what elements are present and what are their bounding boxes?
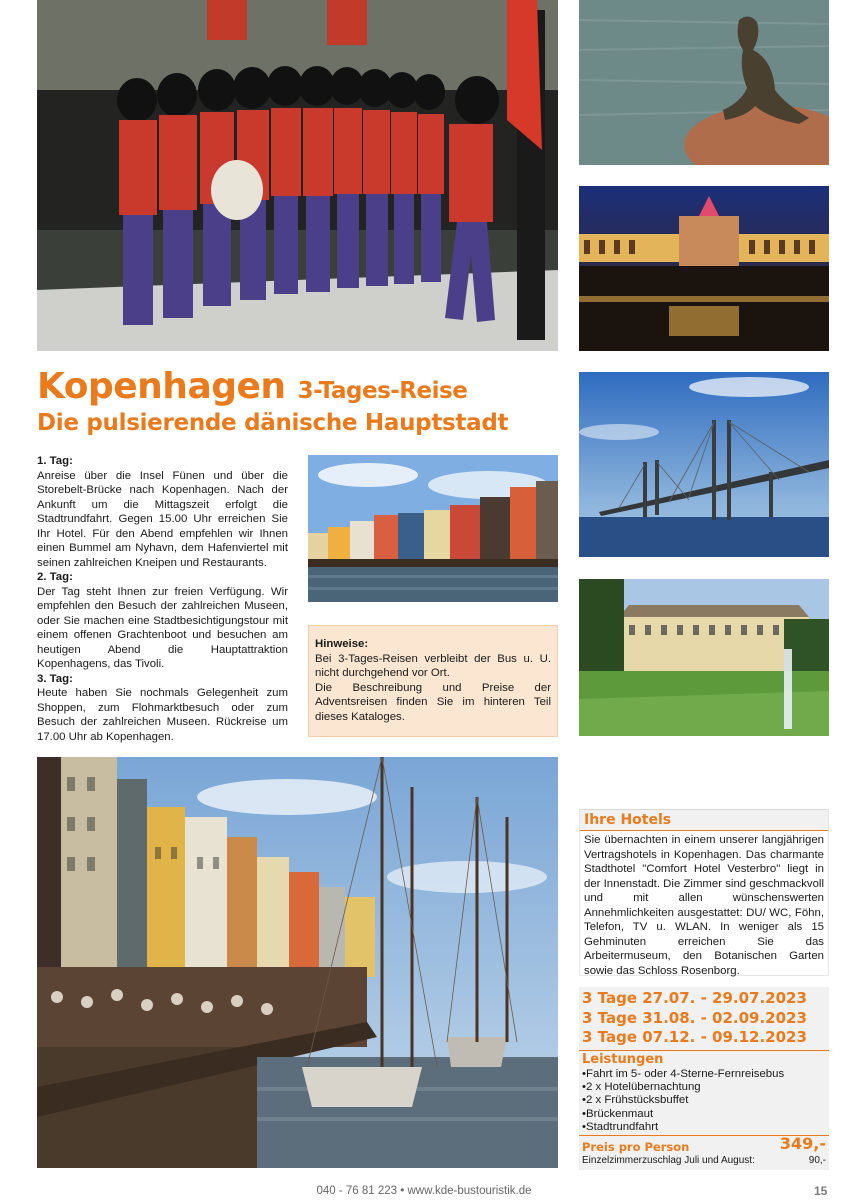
hints-box bbox=[308, 625, 558, 737]
price-row bbox=[579, 1135, 829, 1155]
title-trip-length: 3-Tages-Reise bbox=[297, 378, 468, 404]
service-item: • Stadtrundfahrt bbox=[582, 1121, 829, 1134]
day-3-text: Heute haben Sie nochmals Gelegenheit zum Shoppen, zum Flohmarktbesuch oder zum Besuch der zahlreichen Museen. Rückreise um 17.00 Uhr ab Kopenhagen. bbox=[37, 687, 288, 743]
page-subtitle: Die pulsierende dänische Hauptstadt bbox=[37, 410, 509, 436]
photo-oresund-bridge bbox=[579, 372, 829, 557]
day-1-heading: 1. Tag: bbox=[37, 455, 73, 467]
service-item: • 2 x Hotelübernachtung bbox=[582, 1081, 829, 1094]
day-2-heading: 2. Tag: bbox=[37, 571, 73, 583]
photo-nyhavn-canal bbox=[37, 757, 558, 1168]
photo-frederiksberg-palace bbox=[579, 579, 829, 736]
title-block bbox=[37, 366, 567, 436]
hints-heading: Hinweise: bbox=[315, 638, 369, 650]
hint-line-1: Bei 3-Tages-Reisen verbleibt der Bus u. U. nicht durchgehend vor Ort. bbox=[315, 652, 551, 679]
price-value: 349,- bbox=[779, 1134, 826, 1153]
photo-tivoli-night bbox=[579, 186, 829, 351]
title-city: Kopenhagen bbox=[37, 366, 286, 407]
itinerary bbox=[37, 454, 288, 744]
service-item: • Brückenmaut bbox=[582, 1108, 829, 1121]
offer-box bbox=[579, 987, 829, 1170]
travel-date-2: 3 Tage 31.08. - 02.09.2023 bbox=[582, 1008, 807, 1027]
surcharge-row bbox=[579, 1155, 829, 1166]
hotels-box bbox=[579, 809, 829, 976]
services-list bbox=[579, 1068, 829, 1135]
hotels-heading: Ihre Hotels bbox=[580, 810, 828, 831]
hint-line-2: Die Beschreibung und Preise der Adventsreisen finden Sie im hinteren Teil dieses Kataloges. bbox=[315, 681, 551, 723]
service-item: • Fahrt im 5- oder 4-Sterne-Fernreisebus bbox=[582, 1068, 829, 1081]
footer-contact: 040 - 76 81 223 • www.kde-bustouristik.de bbox=[316, 1185, 532, 1197]
price-label: Preis pro Person bbox=[582, 1140, 690, 1154]
page-number: 15 bbox=[814, 1184, 828, 1198]
services-heading: Leistungen bbox=[579, 1050, 829, 1068]
travel-dates bbox=[579, 987, 829, 1048]
photo-little-mermaid bbox=[579, 0, 829, 165]
page-title bbox=[37, 366, 567, 407]
day-1-text: Anreise über die Insel Fünen und über die Storebelt-Brücke nach Kopenhagen. Nach der Ankunft um die Mittagszeit erfolgt die Stadtrundfahrt. Gegen 15.00 Uhr erreichen Sie Ihr Hotel. Für den Abend empfehlen wir Ihnen einen Bummel am Nyhavn, dem Hafenviertel mit seinen zahlreichen Kneipen und Restaurants. bbox=[37, 469, 288, 569]
travel-date-3: 3 Tage 07.12. - 09.12.2023 bbox=[582, 1028, 807, 1046]
hotels-text: Sie übernachten in einem unserer langjährigen Vertragshotels in Kopenhagen. Das charmante Stadthotel "Comfort Hotel Vesterbro" liegt in der Innenstadt. Die Zimmer sind geschmackvoll und mit allen wünschenswerten Annehmlichkeiten ausgestattet: DU/ WC, Föhn, Telefon, TV u. WLAN. In weniger als 15 Gehminuten erreichen Sie das Arbeitermuseum, den Botanischen Garten sowie das Schloss Rosenborg. bbox=[584, 834, 824, 977]
day-3-heading: 3. Tag: bbox=[37, 672, 73, 685]
surcharge-value: 90,- bbox=[808, 1155, 826, 1166]
photo-royal-guards bbox=[37, 0, 558, 351]
day-2-text: Der Tag steht Ihnen zur freien Verfügung. Wir empfehlen den Besuch der zahlreichen Museen, oder Sie machen eine Stadtbesichtigungstour mit einem offenen Grachtenboot und besuchen am heutigen Abend die Hauptattraktion Kopenhagens, das Tivoli. bbox=[37, 585, 288, 670]
surcharge-label: Einzelzimmerzuschlag Juli und August: bbox=[582, 1155, 755, 1166]
travel-date-1: 3 Tage 27.07. - 29.07.2023 bbox=[582, 989, 807, 1007]
service-item: • 2 x Frühstücksbuffet bbox=[582, 1094, 829, 1107]
photo-nyhavn-harbour bbox=[308, 455, 558, 602]
